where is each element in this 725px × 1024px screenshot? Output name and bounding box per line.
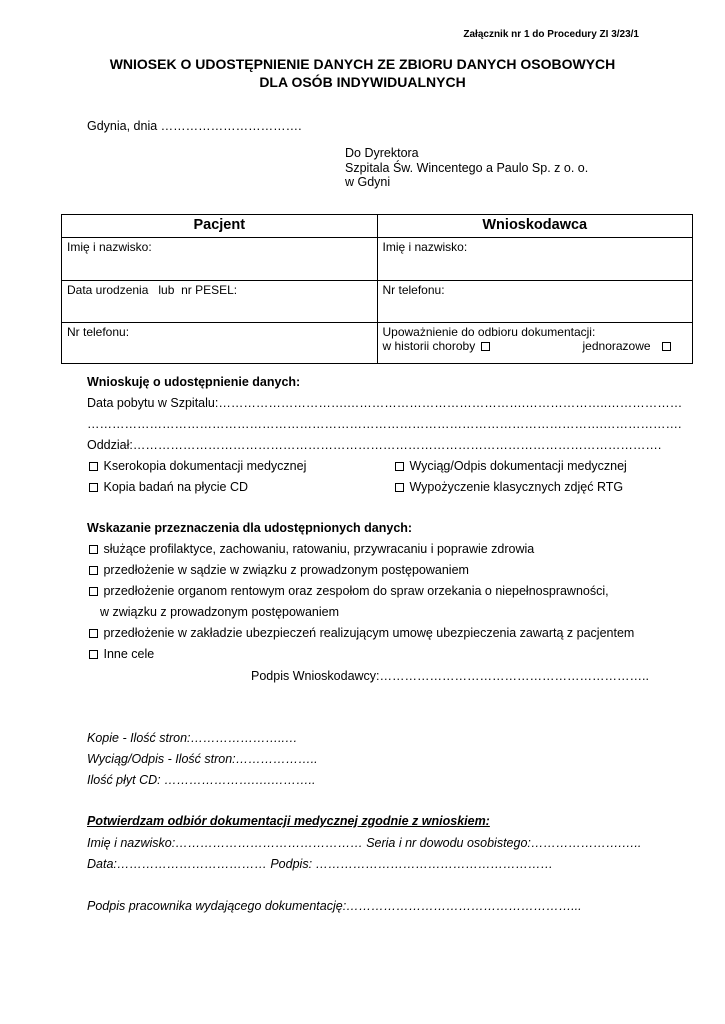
authorization-once-label: jednorazowe bbox=[582, 339, 651, 353]
staff-signature[interactable]: Podpis pracownika wydającego dokumentację:………………………………………………... bbox=[87, 899, 582, 913]
applicant-signature[interactable]: Podpis Wnioskodawcy:……………………………………………………….. bbox=[251, 669, 649, 683]
checkbox-purpose-2[interactable] bbox=[89, 566, 98, 575]
authorization-label: Upoważnienie do odbioru dokumentacji: bbox=[382, 325, 596, 339]
purpose-item-label: służące profilaktyce, zachowaniu, ratowaniu, przywracaniu i poprawie zdrowia bbox=[103, 542, 535, 556]
applicant-column-header: Wnioskodawca bbox=[377, 215, 693, 238]
authorization-field bbox=[377, 323, 693, 364]
checkbox-once[interactable] bbox=[662, 342, 671, 351]
authorization-history-option[interactable] bbox=[383, 339, 492, 353]
purpose-item-label: przedłożenie organom rentowym oraz zespołom do spraw orzekania o niepełnosprawności, bbox=[103, 584, 609, 598]
checkbox-purpose-4[interactable] bbox=[89, 629, 98, 638]
dots-line[interactable]: …………………………………………………………………………………………………………….………………. bbox=[87, 417, 682, 431]
addressee-line3: w Gdyni bbox=[345, 175, 391, 189]
data-table bbox=[61, 214, 693, 364]
extracts-count[interactable]: Wyciąg/Odpis - Ilość stron:……………….. bbox=[87, 752, 318, 766]
purpose-item-label: przedłożenie w sądzie w związku z prowadzonym postępowaniem bbox=[103, 563, 469, 577]
confirm-date-signature[interactable]: Data:……………………………… Podpis: ………………………………………………… bbox=[87, 857, 554, 871]
applicant-name-label: Imię i nazwisko: bbox=[382, 240, 468, 254]
authorization-history-label: w historii choroby bbox=[382, 339, 476, 353]
checkbox-cd[interactable] bbox=[89, 483, 98, 492]
option-cd-label: Kopia badań na płycie CD bbox=[103, 480, 249, 494]
applicant-phone-field[interactable] bbox=[377, 281, 693, 323]
authorization-once-option[interactable] bbox=[583, 339, 673, 353]
patient-birth-field[interactable] bbox=[62, 281, 378, 323]
stay-date-field[interactable]: Data pobytu w Szpitalu:………………………….…………………………………….………………..……………… bbox=[87, 396, 683, 410]
place-date[interactable]: Gdynia, dnia ……………………………. bbox=[87, 119, 302, 133]
purpose-item[interactable] bbox=[87, 542, 534, 556]
purpose-heading: Wskazanie przeznaczenia dla udostępnionych danych: bbox=[87, 521, 413, 535]
patient-name-field[interactable] bbox=[62, 238, 378, 281]
ward-field[interactable]: Oddział:………………………………………………………………………………………………………………. bbox=[87, 438, 662, 452]
checkbox-copy[interactable] bbox=[89, 462, 98, 471]
patient-phone-field[interactable] bbox=[62, 323, 378, 364]
purpose-item-label: przedłożenie w zakładzie ubezpieczeń realizującym umowę ubezpieczenia zawartą z pacjentem bbox=[103, 626, 635, 640]
patient-column-header: Pacjent bbox=[62, 215, 378, 238]
purpose-item-continuation: w związku z prowadzonym postępowaniem bbox=[100, 605, 339, 619]
purpose-item[interactable] bbox=[87, 563, 469, 577]
option-rtg[interactable] bbox=[393, 480, 623, 494]
option-cd[interactable] bbox=[87, 480, 248, 494]
copies-count[interactable]: Kopie - Ilość stron:…………………..… bbox=[87, 731, 298, 745]
attachment-note: Załącznik nr 1 do Procedury ZI 3/23/1 bbox=[463, 29, 639, 40]
request-heading: Wnioskuję o udostępnienie danych: bbox=[87, 375, 301, 389]
checkbox-purpose-1[interactable] bbox=[89, 545, 98, 554]
checkbox-rtg[interactable] bbox=[395, 483, 404, 492]
cd-count[interactable]: Ilość płyt CD: ………………….….……….. bbox=[87, 773, 316, 787]
purpose-item[interactable] bbox=[87, 647, 154, 661]
option-rtg-label: Wypożyczenie klasycznych zdjęć RTG bbox=[409, 480, 624, 494]
confirm-heading: Potwierdzam odbiór dokumentacji medycznej zgodnie z wnioskiem: bbox=[87, 814, 490, 828]
purpose-item[interactable] bbox=[87, 626, 634, 640]
option-extract[interactable] bbox=[393, 459, 627, 473]
checkbox-purpose-5[interactable] bbox=[89, 650, 98, 659]
form-title-line2: DLA OSÓB INDYWIDUALNYCH bbox=[259, 74, 466, 90]
applicant-phone-label: Nr telefonu: bbox=[382, 283, 445, 297]
form-title-line1: WNIOSEK O UDOSTĘPNIENIE DANYCH ZE ZBIORU DANYCH OSOBOWYCH bbox=[109, 56, 616, 72]
purpose-item[interactable] bbox=[87, 584, 609, 598]
option-copy[interactable] bbox=[87, 459, 306, 473]
patient-birth-label: Data urodzenia lub nr PESEL: bbox=[67, 283, 238, 297]
addressee-line1: Do Dyrektora bbox=[345, 146, 419, 160]
applicant-name-field[interactable] bbox=[377, 238, 693, 281]
checkbox-purpose-3[interactable] bbox=[89, 587, 98, 596]
patient-phone-label: Nr telefonu: bbox=[67, 325, 130, 339]
checkbox-extract[interactable] bbox=[395, 462, 404, 471]
addressee-line2: Szpitala Św. Wincentego a Paulo Sp. z o. o. bbox=[345, 161, 589, 175]
purpose-item-label: Inne cele bbox=[103, 647, 155, 661]
option-copy-label: Kserokopia dokumentacji medycznej bbox=[103, 459, 307, 473]
confirm-name-id[interactable]: Imię i nazwisko:……………………………………… Seria i nr dowodu osobistego:………………….….. bbox=[87, 836, 642, 850]
option-extract-label: Wyciąg/Odpis dokumentacji medycznej bbox=[409, 459, 627, 473]
checkbox-history[interactable] bbox=[481, 342, 490, 351]
patient-name-label: Imię i nazwisko: bbox=[67, 240, 152, 254]
